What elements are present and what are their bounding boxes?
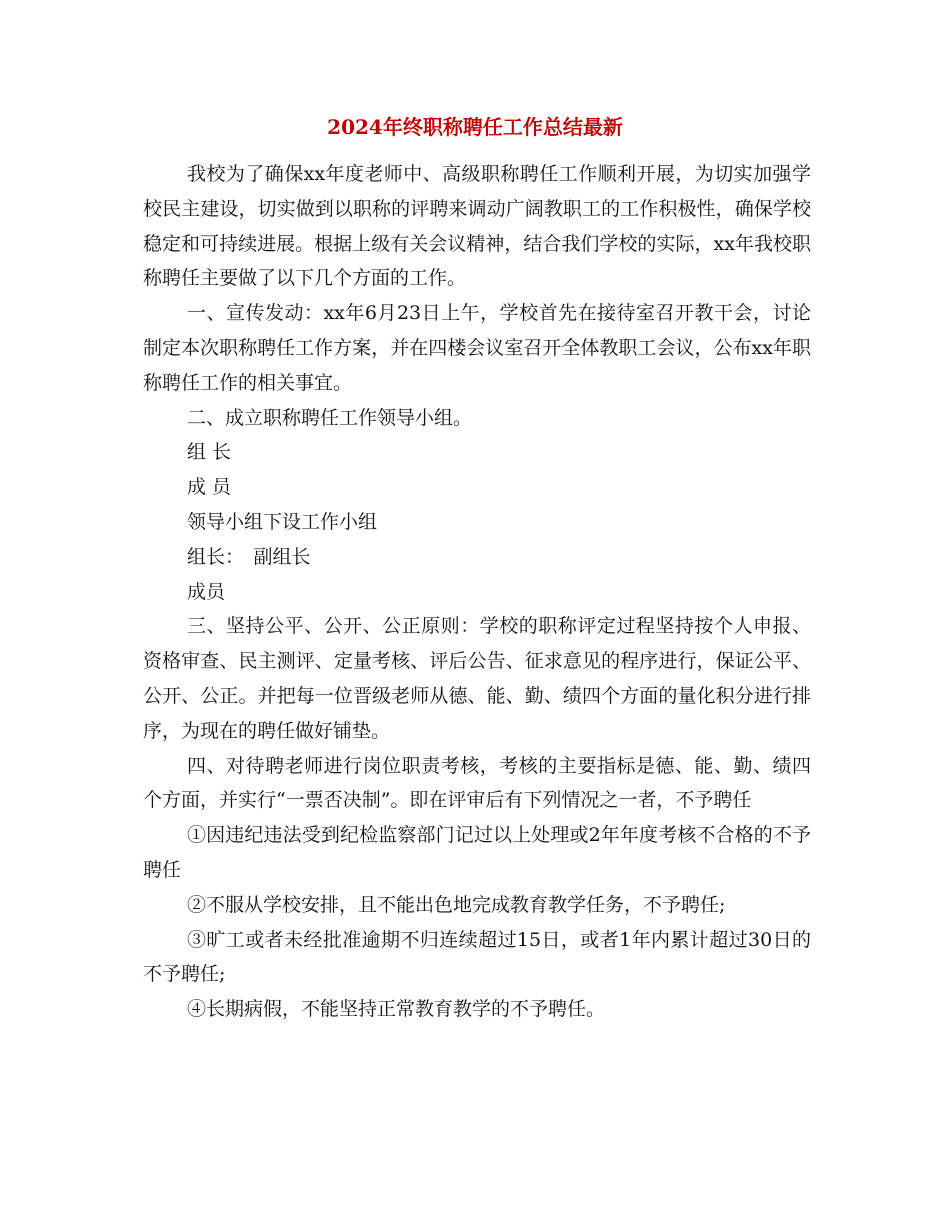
paragraph: 成员 bbox=[187, 580, 226, 603]
paragraph: ③旷工或者未经批准逾期不归连续超过15日，或者1年内累计超过30日的不予聘任; bbox=[143, 928, 811, 986]
paragraph: ②不服从学校安排，且不能出色地完成教育教学任务，不予聘任; bbox=[187, 893, 726, 916]
paragraph: ④长期病假，不能坚持正常教育教学的不予聘任。 bbox=[187, 998, 606, 1021]
paragraph: 组 长 bbox=[187, 441, 232, 464]
paragraph: 组长： 副组长 bbox=[187, 545, 311, 568]
paragraph: ①因违纪违法受到纪检监察部门记过以上处理或2年年度考核不合格的不予聘任 bbox=[143, 824, 811, 881]
document-body bbox=[143, 157, 811, 1027]
document-title: 2024年终职称聘任工作总结最新 bbox=[327, 115, 623, 139]
paragraph: 成 员 bbox=[187, 476, 232, 499]
paragraph: 我校为了确保xx年度老师中、高级职称聘任工作顺利开展，为切实加强学校民主建设，切实做到以职称的评聘来调动广阔教职工的工作积极性，确保学校稳定和可持续进展。根据上级有关会议精神，结合我们学校的实际，xx年我校职称聘任主要做了以下几个方面的工作。 bbox=[143, 163, 811, 290]
paragraph: 三、坚持公平、公开、公正原则：学校的职称评定过程坚持按个人申报、资格审查、民主测评、定量考核、评后公告、征求意见的程序进行，保证公平、公开、公正。并把每一位晋级老师从德、能、勤、绩四个方面的量化积分进行排序，为现在的聘任做好铺垫。 bbox=[143, 615, 811, 742]
paragraph: 一、宣传发动：xx年6月23日上午，学校首先在接待室召开教干会，讨论制定本次职称聘任工作方案，并在四楼会议室召开全体教职工会议，公布xx年职称聘任工作的相关事宜。 bbox=[143, 302, 811, 394]
paragraph: 领导小组下设工作小组 bbox=[187, 510, 378, 533]
paragraph: 二、成立职称聘任工作领导小组。 bbox=[187, 406, 473, 429]
paragraph: 四、对待聘老师进行岗位职责考核，考核的主要指标是德、能、勤、绩四个方面，并实行“一票否决制”。即在评审后有下列情况之一者，不予聘任 bbox=[143, 754, 811, 812]
